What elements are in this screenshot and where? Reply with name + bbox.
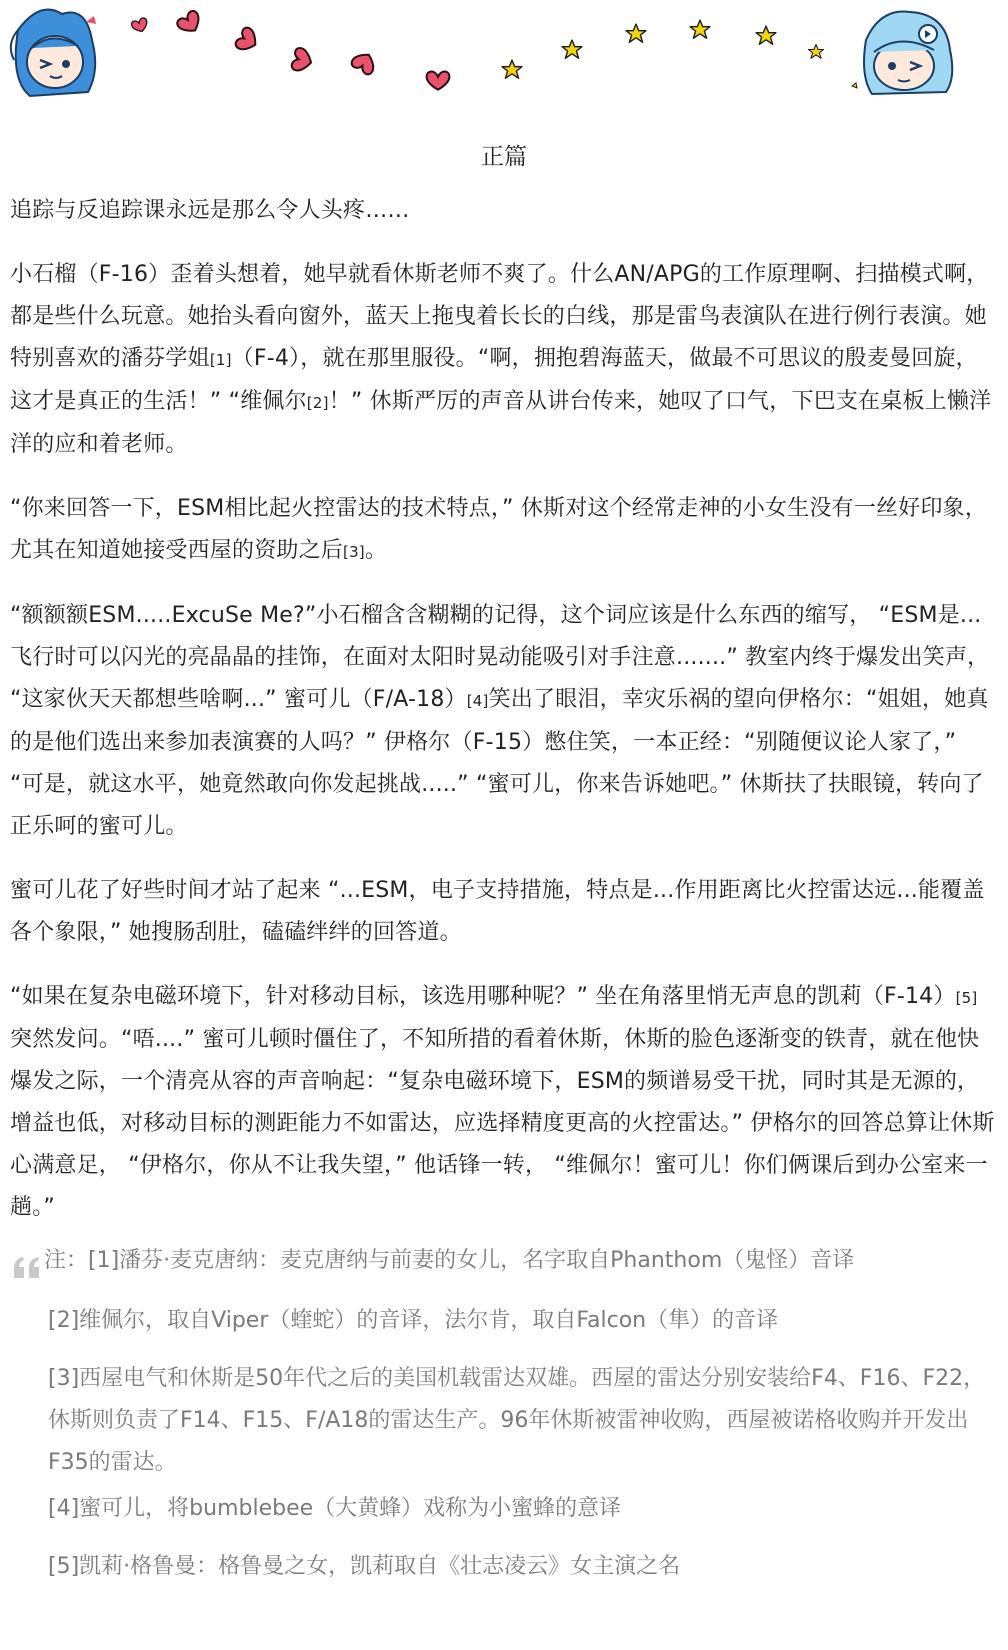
- decorative-banner: [0, 0, 1008, 130]
- paragraph: “额额额ESM.....ExcuSe Me?”小石榴含含糊糊的记得，这个词应该是什么东西的缩写， “ESM是...飞行时可以闪光的亮晶晶的挂饰，在面对太阳时晃动能吸引对手注意.......” 教室内终于爆发出笑声， “这家伙天天都想些啥啊...” 蜜可儿（F/A-18）[4]笑出了眼泪，幸灾乐祸的望向伊格尔：“姐姐，她真的是他们选出来参加表演赛的人吗？” 伊格尔（F-15）憋住笑，一本正经：“别随便议论人家了，” “可是，就这水平，她竟然敢向你发起挑战.....” “蜜可儿，你来告诉她吧。” 休斯扶了扶眼镜，转向了正乐呵的蜜可儿。: [10, 603, 990, 839]
- paragraph: 蜜可儿花了好些时间才站了起来 “...ESM，电子支持措施，特点是...作用距离比火控雷达远...能覆盖各个象限，” 她搜肠刮肚，磕磕绊绊的回答道。: [10, 878, 985, 945]
- footnote-4: [4]蜜可儿，将bumblebee（大黄蜂）戏称为小蜜蜂的意译: [48, 1496, 622, 1521]
- heart-icon: [234, 26, 261, 55]
- star-icon: [562, 40, 582, 58]
- chibi-character-left: [11, 10, 96, 96]
- heart-icon: [350, 49, 379, 76]
- footnote-ref: [5]: [955, 989, 978, 1007]
- page-title: 正篇: [481, 144, 527, 170]
- heart-icon: [131, 17, 150, 34]
- star-icon: [808, 44, 823, 58]
- footnote-ref: [3]: [343, 543, 365, 561]
- star-icon: [626, 24, 646, 42]
- footnote-2: [2]维佩尔，取自Viper（蝰蛇）的音译，法尔肯，取自Falcon（隼）的音译: [48, 1308, 779, 1333]
- chibi-character-right: [852, 12, 952, 94]
- paragraph: 追踪与反追踪课永远是那么令人头疼……: [10, 198, 410, 223]
- paragraph: “你来回答一下，ESM相比起火控雷达的技术特点，” 休斯对这个经常走神的小女生没有一丝好印象，尤其在知道她接受西屋的资助之后[3]。: [10, 496, 988, 563]
- star-icons: [502, 20, 823, 78]
- footnote-3: [3]西屋电气和休斯是50年代之后的美国机载雷达双雄。西屋的雷达分别安装给F4、F16、F22，休斯则负责了F14、F15、F/A18的雷达生产。96年休斯被雷神收购，西屋被诺格收购并开发出F35的雷达。: [48, 1366, 986, 1475]
- footnote-1: 注：[1]潘芬·麦克唐纳：麦克唐纳与前妻的女儿，名字取自Phanthom（鬼怪）音译: [44, 1248, 855, 1273]
- notes-blockquote: [0, 1240, 1008, 1650]
- heart-icons: [131, 9, 450, 90]
- heart-icon: [427, 72, 450, 90]
- star-icon: [756, 26, 776, 44]
- footnote-ref: [4]: [466, 692, 489, 710]
- paragraph: “如果在复杂电磁环境下，针对移动目标，该选用哪种呢？” 坐在角落里悄无声息的凯莉（F-14）[5]突然发问。“唔....” 蜜可儿顿时僵住了，不知所措的看着休斯，休斯的脸色逐渐变的铁青，就在他快爆发之际，一个清亮从容的声音响起：“复杂电磁环境下，ESM的频谱易受干扰，同时其是无源的，增益也低，对移动目标的测距能力不如雷达，应选择精度更高的火控雷达。” 伊格尔的回答总算让休斯心满意足， “伊格尔，你从不让我失望，” 他话锋一转， “维佩尔！蜜可儿！你们俩课后到办公室来一趟。”: [10, 984, 995, 1220]
- footnote-ref: [2]: [306, 394, 329, 412]
- star-icon: [690, 20, 710, 38]
- paragraph: 小石榴（F-16）歪着头想着，她早就看休斯老师不爽了。什么AN/APG的工作原理啊、扫描模式啊，都是些什么玩意。她抬头看向窗外，蓝天上拖曳着长长的白线，那是雷鸟表演队在进行例行表演。她特别喜欢的潘芬学姐[1]（F-4），就在那里服役。“啊，拥抱碧海蓝天，做最不可思议的殷麦曼回旋，这才是真正的生活！” “维佩尔[2]！” 休斯严厉的声音从讲台传来，她叹了口气，下巴支在桌板上懒洋洋的应和着老师。: [10, 262, 992, 457]
- footnote-5: [5]凯莉·格鲁曼：格鲁曼之女，凯莉取自《壮志凌云》女主演之名: [48, 1554, 681, 1579]
- heart-icon: [291, 47, 314, 74]
- footnote-ref: [1]: [209, 351, 232, 369]
- article-body: [10, 190, 996, 1251]
- star-icon: [502, 60, 522, 78]
- heart-icon: [175, 9, 204, 37]
- quote-mark-icon: [12, 1256, 42, 1280]
